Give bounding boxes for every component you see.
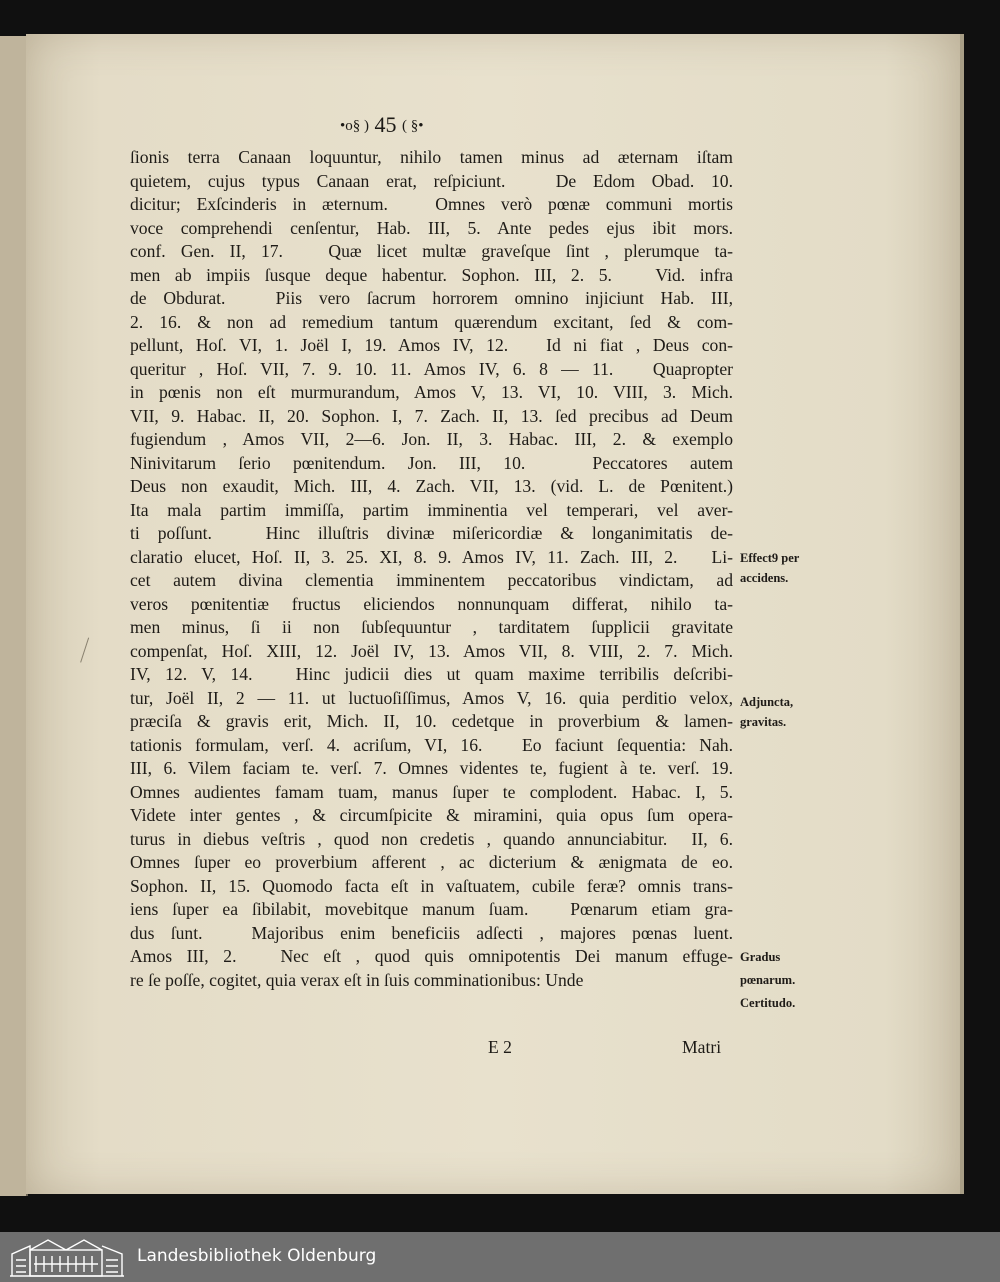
margin-note-line: pœnarum. [740, 973, 796, 987]
text-line: Omnes ſuper eo proverbium afferent , ac dicterium & ænigmata de eo. [130, 852, 733, 872]
text-line: veros pœnitentiæ fructus eliciendos nonnunquam differat, nihilo ta- [130, 593, 733, 614]
text-line: voce comprehendi cenſentur, Hab. III, 5. Ante pedes ejus ibit mors. [130, 217, 733, 238]
catchword: Matri [682, 1037, 722, 1057]
text-line: Deus non exaudit, Mich. III, 4. Zach. VII, 13. (vid. L. de Pœnitent.) [130, 476, 733, 496]
margin-note-line: Certitudo. [740, 996, 796, 1010]
text-line: III, 6. Vilem faciam te. verſ. 7. Omnes videntes te, fugient à te. verſ. 19. [130, 758, 733, 778]
text-line: conf. Gen. II, 17. Quæ licet multæ graveſque ſint , plerumque ta- [130, 241, 733, 261]
header-ornament-right: ( §• [402, 118, 424, 135]
margin-note-line: Adjuncta, [740, 695, 794, 709]
text-line: pellunt, Hoſ. VI, 1. Joël I, 19. Amos IV, 12. Id ni fiat , Deus con- [130, 335, 733, 355]
text-line: Omnes audientes famam tuam, manus ſuper te complodent. Habac. I, 5. [130, 781, 733, 802]
text-line: 2. 16. & non ad remedium tantum quærendum excitant, ſed & com- [130, 311, 733, 332]
page-number: 45 [374, 112, 397, 137]
library-name: Landesbibliothek Oldenburg [137, 1246, 377, 1266]
margin-note-line: Gradus [740, 950, 781, 964]
margin-note-line: gravitas. [740, 715, 787, 729]
header-ornament-left: •o§ ) [340, 118, 369, 135]
text-line: IV, 12. V, 14. Hinc judicii dies ut quam maxime terribilis deſcribi- [130, 664, 733, 684]
text-line: re ſe poſſe, cogitet, quia verax eſt in ſuis comminationibus: Unde [130, 969, 584, 990]
text-line: queritur , Hoſ. VII, 7. 9. 10. 11. Amos IV, 6. 8 — 11. Quapropter [130, 358, 733, 379]
margin-note-line: Effect9 per [740, 551, 800, 565]
text-line: men ab impiis ſusque deque habentur. Sophon. III, 2. 5. Vid. infra [130, 264, 733, 285]
library-building-icon [8, 1236, 126, 1278]
text-line: Videte inter gentes , & circumſpicite & miramini, quia opus ſum opera- [130, 805, 733, 825]
text-line: fugiendum , Amos VII, 2—6. Jon. II, 3. Habac. III, 2. & exemplo [130, 429, 733, 449]
text-line: iens ſuper ea ſibilabit, movebitque manum ſuam. Pœnarum etiam gra- [130, 899, 733, 919]
signature-mark: E 2 [488, 1037, 512, 1057]
text-line: tur, Joël II, 2 — 11. ut luctuoſiſſimus, Amos V, 16. quia perditio velox, [130, 687, 733, 708]
text-line: VII, 9. Habac. II, 20. Sophon. I, 7. Zach. II, 13. ſed precibus ad Deum [130, 405, 733, 426]
text-line: dicitur; Exſcinderis in æternum. Omnes verò pœnæ communi mortis [130, 194, 733, 214]
text-line: cet autem divina clementia imminentem peccatoribus vindictam, ad [130, 570, 733, 590]
margin-note-line: accidens. [740, 571, 789, 585]
text-line: Sophon. II, 15. Quomodo facta eſt in vaſtuatem, cubile feræ? omnis trans- [130, 875, 733, 896]
body-text [130, 146, 733, 992]
text-line: præciſa & gravis erit, Mich. II, 10. cedetque in proverbium & lamen- [130, 711, 733, 731]
page-header [340, 112, 424, 138]
text-line: de Obdurat. Piis vero ſacrum horrorem omnino injiciunt Hab. III, [130, 288, 733, 308]
text-line: turus in diebus veſtris , quod non credetis , quando annunciabitur. II, 6. [130, 828, 733, 849]
text-line: men minus, ſi ii non ſubſequuntur , tarditatem ſupplicii gravitate [130, 617, 733, 637]
margin-note-gradus [740, 946, 795, 1015]
text-line: Ita mala partim immiſſa, partim imminentia vel temperari, vel aver- [130, 499, 733, 520]
text-line: compenſat, Hoſ. XIII, 12. Joël IV, 13. Amos VII, 8. VIII, 2. 7. Mich. [130, 640, 733, 661]
text-line: ſionis terra Canaan loquuntur, nihilo tamen minus ad æternam iſtam [130, 147, 733, 167]
margin-note-adjuncta [740, 692, 793, 732]
margin-note-effectus [740, 548, 799, 588]
text-line: ti poſſunt. Hinc illuſtris divinæ miſericordiæ & longanimitatis de- [130, 523, 733, 543]
text-line: tationis formulam, verſ. 4. acriſum, VI, 16. Eo faciunt ſequentia: Nah. [130, 734, 733, 755]
text-line: claratio elucet, Hoſ. II, 3. 25. XI, 8. 9. Amos IV, 11. Zach. III, 2. Li- [130, 546, 733, 567]
text-line: Amos III, 2. Nec eſt , quod quis omnipotentis Dei manum effuge- [130, 946, 733, 966]
footer-bar [0, 1232, 1000, 1282]
previous-page-edge [0, 36, 28, 1196]
text-line: in pœnis non eſt murmurandum, Amos V, 13. VI, 10. VIII, 3. Mich. [130, 382, 733, 402]
text-line: Ninivitarum ſerio pœnitendum. Jon. III, 10. Peccatores autem [130, 452, 733, 473]
text-line: dus ſunt. Majoribus enim beneficiis adſecti , majores pœnas luent. [130, 922, 733, 943]
text-line: quietem, cujus typus Canaan erat, reſpiciunt. De Edom Obad. 10. [130, 170, 733, 191]
